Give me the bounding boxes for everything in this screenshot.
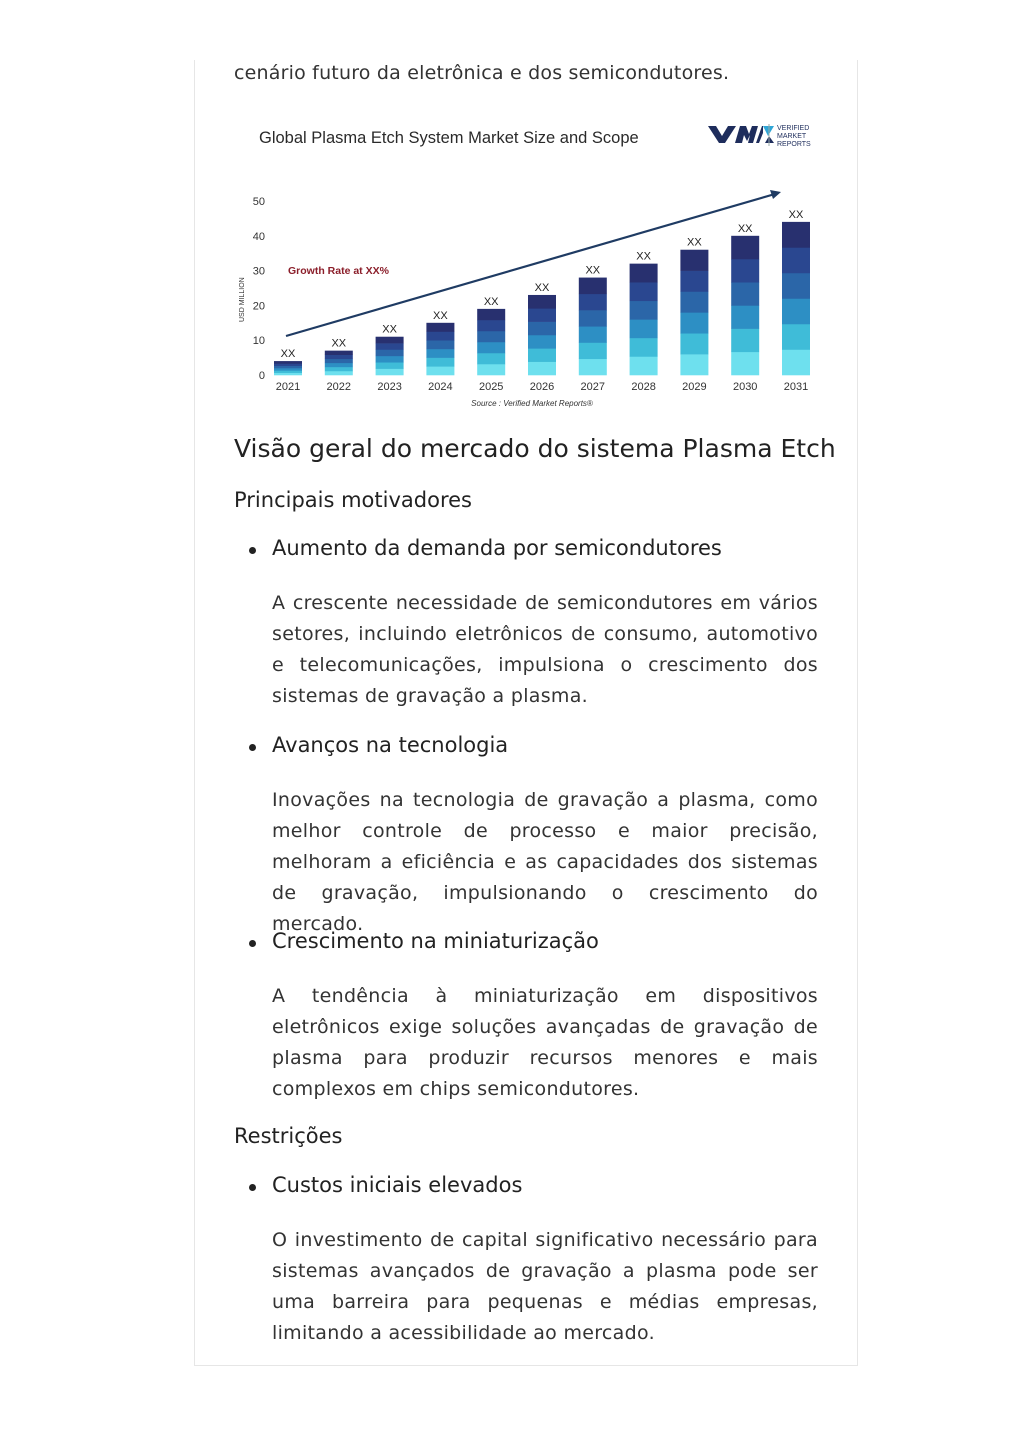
bar-2021 — [274, 361, 302, 375]
bar-2025 — [477, 309, 505, 375]
bar-segment — [782, 324, 810, 350]
bar-segment — [630, 356, 658, 375]
data-label: XX — [687, 236, 702, 249]
bar-segment — [376, 343, 404, 350]
bullet-dot — [249, 1184, 256, 1191]
bar-segment — [680, 333, 708, 354]
bar-segment — [528, 295, 556, 309]
bar-segment — [325, 351, 353, 355]
bar-segment — [376, 356, 404, 363]
bar-segment — [731, 282, 759, 306]
bar-segment — [782, 247, 810, 273]
bar-segment — [782, 222, 810, 248]
bar-segment — [782, 349, 810, 375]
bullet-title: Crescimento na miniaturização — [272, 929, 599, 953]
bar-2026 — [528, 295, 556, 375]
data-label: XX — [382, 323, 397, 336]
bar-segment — [630, 301, 658, 320]
bar-segment — [680, 291, 708, 312]
bullet-paragraph: Inovações na tecnologia de gravação a plasma, como melhor controle de processo e maior precisão, melhoram a eficiência e as capacidades dos sistemas de gravação, impulsionando o crescimento do mercado. — [272, 789, 818, 935]
bar-segment — [630, 282, 658, 301]
bullet-title: Avanços na tecnologia — [272, 733, 509, 757]
bar-segment — [274, 361, 302, 364]
section-heading: Visão geral do mercado do sistema Plasma Etch — [234, 434, 836, 463]
x-tick-label: 2025 — [478, 381, 504, 393]
logo-text-line-3: REPORTS — [777, 141, 811, 148]
logo-text-line-2: MARKET — [777, 133, 807, 140]
x-tick-label: 2031 — [783, 381, 809, 393]
y-tick-label: 30 — [252, 265, 265, 278]
bar-segment — [731, 305, 759, 329]
bar-segment — [579, 310, 607, 327]
bar-segment — [528, 322, 556, 336]
subheading-drivers: Principais motivadores — [234, 488, 472, 512]
market-size-chart — [232, 112, 820, 412]
data-label: XX — [483, 295, 499, 308]
x-tick-label: 2022 — [326, 381, 352, 393]
y-tick-label: 50 — [252, 196, 265, 208]
bar-segment — [579, 359, 607, 376]
bar-segment — [426, 366, 454, 375]
bar-segment — [325, 355, 353, 359]
bar-segment — [782, 273, 810, 299]
x-tick-label: 2030 — [732, 381, 758, 393]
y-tick-label: 20 — [252, 300, 265, 313]
bar-2029 — [680, 250, 708, 376]
vmr-logo — [708, 124, 811, 148]
bar-segment — [376, 337, 404, 344]
bar-segment — [477, 342, 505, 353]
bar-segment — [376, 362, 404, 369]
bar-segment — [680, 271, 708, 292]
bar-segment — [579, 343, 607, 360]
bar-segment — [274, 366, 302, 369]
data-label: XX — [534, 281, 550, 294]
bar-segment — [731, 352, 759, 376]
data-label: XX — [788, 208, 804, 221]
bar-2030 — [731, 236, 759, 375]
bar-2024 — [426, 323, 454, 376]
bar-segment — [731, 259, 759, 283]
bar-segment — [325, 371, 353, 375]
bar-segment — [579, 294, 607, 311]
y-tick-label: 40 — [252, 230, 265, 243]
bar-segment — [782, 298, 810, 324]
bar-segment — [680, 312, 708, 333]
x-tick-label: 2024 — [428, 381, 453, 393]
bar-segment — [376, 369, 404, 376]
bullet-paragraph: A tendência à miniaturização em dispositivos eletrônicos exige soluções avançadas de gravação de plasma para produzir recursos menores e mais complexos em chips semicondutores. — [272, 985, 818, 1100]
bar-2022 — [325, 351, 353, 376]
intro-text: cenário futuro da eletrônica e dos semicondutores. — [234, 62, 730, 84]
bar-segment — [528, 335, 556, 349]
bar-segment — [630, 338, 658, 357]
bar-segment — [426, 349, 454, 358]
bar-segment — [426, 332, 454, 341]
data-label: XX — [737, 222, 753, 235]
data-label: XX — [433, 309, 448, 322]
bar-segment — [731, 236, 759, 259]
x-tick-label: 2029 — [682, 381, 707, 393]
bullet-title: Aumento da demanda por semicondutores — [272, 536, 722, 560]
bar-segment — [528, 348, 556, 362]
bar-segment — [680, 250, 708, 271]
bar-segment — [630, 264, 658, 283]
bar-segment — [477, 320, 505, 331]
bar-segment — [477, 353, 505, 364]
bar-segment — [731, 329, 759, 353]
bar-segment — [579, 278, 607, 295]
bar-segment — [274, 373, 302, 376]
x-tick-label: 2028 — [631, 381, 656, 393]
data-label: XX — [280, 348, 296, 361]
bar-2027 — [579, 278, 607, 376]
bar-segment — [477, 364, 505, 375]
x-tick-label: 2027 — [580, 381, 606, 393]
bar-segment — [325, 367, 353, 371]
subheading-restraints: Restrições — [234, 1124, 343, 1148]
logo-text-line-1: VERIFIED — [777, 125, 810, 132]
chart-source: Source : Verified Market Reports® — [471, 399, 593, 408]
x-tick-label: 2021 — [275, 381, 301, 393]
bar-segment — [426, 323, 454, 332]
data-label: XX — [585, 264, 601, 277]
bar-2031 — [782, 222, 810, 375]
bar-segment — [274, 370, 302, 373]
growth-rate-label: Growth Rate at XX% — [288, 265, 389, 277]
bullet-dot — [249, 940, 256, 947]
bar-segment — [477, 331, 505, 342]
bar-segment — [528, 308, 556, 322]
y-axis-label: USD MILLION — [239, 277, 246, 322]
chart-title: Global Plasma Etch System Market Size and Scope — [259, 129, 639, 147]
y-tick-label: 0 — [258, 370, 265, 382]
bullet-title: Custos iniciais elevados — [272, 1173, 523, 1197]
bar-2028 — [630, 264, 658, 376]
bar-segment — [680, 354, 708, 375]
chart-svg — [232, 112, 820, 412]
bar-2023 — [376, 337, 404, 376]
data-label: XX — [636, 250, 651, 263]
bar-segment — [274, 363, 302, 366]
bar-segment — [426, 358, 454, 367]
bar-segment — [274, 368, 302, 371]
bar-segment — [477, 309, 505, 320]
bar-segment — [630, 319, 658, 338]
x-tick-label: 2026 — [529, 381, 555, 393]
bar-segment — [376, 349, 404, 356]
x-tick-label: 2023 — [377, 381, 402, 393]
bullet-dot — [249, 744, 256, 751]
bullet-paragraph: A crescente necessidade de semicondutores em vários setores, incluindo eletrônicos de consumo, automotivo e telecomunicações, impulsiona o crescimento dos sistemas de gravação a plasma. — [272, 592, 818, 707]
bullet-paragraph: O investimento de capital significativo necessário para sistemas avançados de gravação a plasma pode ser uma barreira para pequenas e médias empresas, limitando a acessibilidade ao mercado. — [272, 1229, 818, 1344]
data-label: XX — [331, 337, 347, 350]
y-tick-label: 10 — [252, 335, 265, 348]
bullet-dot — [249, 547, 256, 554]
bar-segment — [325, 363, 353, 367]
bar-segment — [426, 340, 454, 349]
arrow-head — [770, 190, 781, 199]
bar-segment — [579, 326, 607, 343]
bar-segment — [528, 362, 556, 376]
bar-segment — [325, 359, 353, 363]
